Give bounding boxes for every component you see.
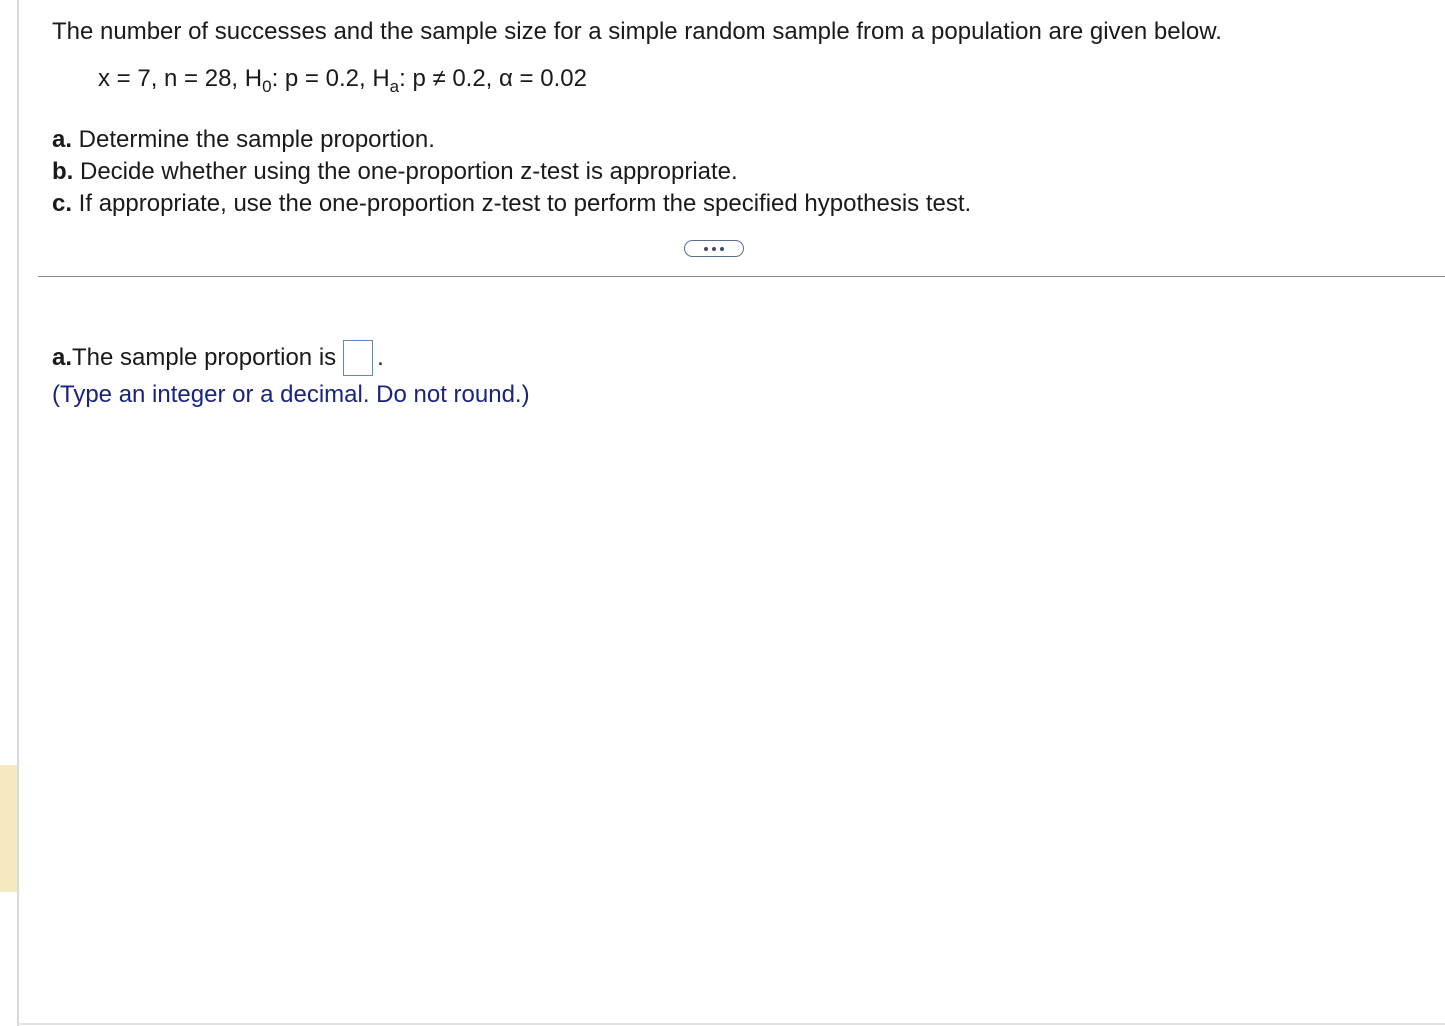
given-x-n: x = 7, n = 28, H	[98, 65, 263, 92]
part-c	[52, 188, 971, 220]
part-c-letter: c.	[52, 190, 73, 217]
part-b	[52, 156, 971, 188]
h0-subscript: 0	[262, 77, 272, 96]
answer-hint: (Type an integer or a decimal. Do not round.)	[52, 381, 530, 408]
section-divider	[38, 276, 1445, 277]
question-intro: The number of successes and the sample size for a simple random sample from a population are given below.	[52, 18, 1222, 45]
answer-letter: a.	[52, 344, 73, 371]
answer-line	[52, 340, 384, 376]
expand-more-button[interactable]	[684, 240, 744, 257]
part-a-letter: a.	[52, 126, 73, 153]
sample-proportion-input[interactable]	[343, 340, 373, 376]
answer-suffix: .	[377, 344, 384, 371]
left-border	[17, 0, 19, 1026]
ellipsis-icon	[712, 247, 716, 251]
ellipsis-icon	[704, 247, 708, 251]
ha-subscript: a	[389, 77, 400, 96]
ellipsis-icon	[720, 247, 724, 251]
part-b-text: Decide whether using the one-proportion z-test is appropriate.	[73, 158, 738, 185]
given-ha-alpha: : p ≠ 0.2, α = 0.02	[399, 65, 587, 92]
part-c-text: If appropriate, use the one-proportion z-test to perform the specified hypothesis test.	[72, 190, 972, 217]
answer-prompt: The sample proportion is	[72, 344, 337, 371]
given-h0: : p = 0.2, H	[271, 65, 390, 92]
question-parts	[52, 124, 971, 220]
given-values	[98, 64, 587, 94]
part-a-text: Determine the sample proportion.	[72, 126, 435, 153]
side-highlight-marker	[0, 765, 17, 892]
part-a	[52, 124, 971, 156]
part-b-letter: b.	[52, 158, 74, 185]
bottom-border	[17, 1023, 1445, 1025]
